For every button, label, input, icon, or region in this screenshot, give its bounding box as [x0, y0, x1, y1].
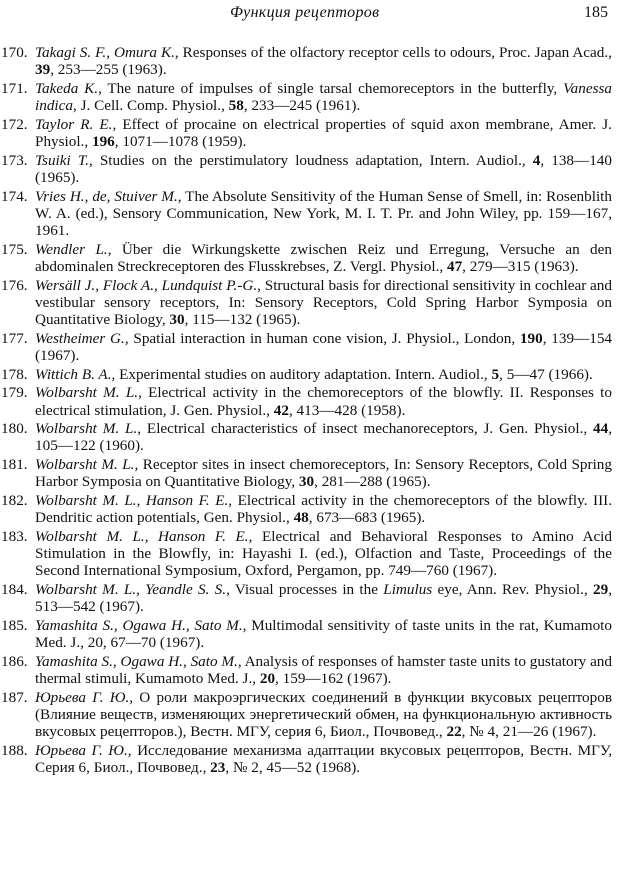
reference-authors: Yamashita S., Ogawa H., Sato M. [35, 617, 243, 634]
reference-text: , 233—245 (1961). [243, 97, 361, 115]
reference-entry [0, 581, 620, 615]
reference-number: 174. [1, 187, 28, 205]
reference-number: 185. [1, 617, 28, 634]
reference-text: , 1071—1078 (1959). [114, 133, 247, 151]
reference-text: , Electrical activity in the chemoreceptors of the blowfly. III. Dendritic action potentials, Gen. Physiol., [35, 492, 612, 527]
reference-number: 182. [1, 492, 28, 510]
running-title: Функция рецепторов [230, 4, 380, 21]
reference-text: , The nature of impulses of single tarsal chemoreceptors in the butterfly, [98, 79, 564, 97]
reference-text: , Visual processes in the [226, 581, 384, 599]
reference-text: , 115—132 (1965). [184, 311, 301, 329]
reference-volume: 47 [446, 257, 463, 275]
reference-entry [0, 116, 620, 150]
reference-number: 172. [1, 115, 28, 133]
reference-entry [0, 80, 620, 114]
reference-entry [0, 384, 620, 418]
reference-volume: 58 [228, 97, 244, 115]
reference-entry [0, 277, 620, 329]
reference-text: , Studies on the perstimulatory loudness adaptation, Intern. Audiol., [88, 151, 533, 169]
reference-text: , Spatial interaction in human cone vision, J. Physiol., London, [124, 329, 520, 347]
reference-authors: Vries H., de, Stuiver M. [35, 187, 178, 205]
reference-authors: Westheimer G. [35, 329, 125, 347]
reference-authors: Takagi S. F., Omura K. [35, 44, 175, 61]
reference-volume: 39 [35, 61, 51, 79]
reference-number: 180. [1, 420, 28, 438]
reference-text: , Experimental studies on auditory adaptation. Intern. Audiol., [111, 365, 492, 383]
reference-text: , 279—315 (1963). [462, 257, 579, 275]
reference-authors: Wersäll J., Flock A., Lundquist P.-G. [35, 276, 258, 294]
reference-volume: 29 [593, 581, 609, 599]
reference-text: , 105—122 (1960). [35, 420, 612, 455]
reference-text: , 138—140 (1965). [35, 151, 612, 186]
reference-volume: 48 [293, 509, 309, 527]
reference-authors: Wolbarsht M. L. [35, 420, 138, 438]
reference-number: 186. [1, 652, 28, 670]
reference-entry [0, 366, 620, 383]
reference-volume: 5 [491, 365, 500, 383]
reference-entry [0, 241, 620, 275]
reference-text: , № 2, 45—52 (1968). [225, 759, 361, 777]
reference-text: , 281—288 (1965). [314, 473, 431, 491]
reference-entry [0, 152, 620, 186]
reference-authors: Tsuiki T. [35, 151, 89, 169]
reference-text: , 139—154 (1967). [35, 329, 612, 364]
reference-entry [0, 528, 620, 580]
reference-text: , Analysis of responses of hamster taste units to gustatory and thermal stimuli, Kumamoto Med. J., [35, 652, 612, 688]
reference-volume: 4 [532, 151, 541, 169]
reference-entry [0, 456, 620, 490]
reference-text: , 513—542 (1967). [35, 581, 612, 616]
reference-number: 183. [1, 527, 28, 545]
reference-volume: 196 [91, 133, 115, 151]
reference-number: 170. [1, 44, 28, 61]
reference-number: 188. [1, 741, 28, 759]
reference-volume: 42 [273, 401, 289, 419]
reference-text: , J. Cell. Comp. Physiol., [72, 97, 229, 115]
reference-entry [0, 330, 620, 364]
reference-authors: Takeda K. [35, 79, 99, 97]
reference-number: 187. [1, 688, 28, 706]
reference-number: 177. [1, 329, 28, 347]
reference-text: , The Absolute Sensitivity of the Human Sense of Smell, in: Rosenblith W. A. (ed.), Sensory Communication, New York, M. I. T. Pr. and John Wiley, pp. 159—167, 1961. [35, 187, 612, 240]
reference-number: 175. [1, 240, 28, 258]
reference-text: , Receptor sites in insect chemoreceptors, In: Sensory Receptors, Cold Spring Harbor Symposia on Quantitative Biology, [35, 456, 612, 491]
reference-number: 178. [1, 365, 28, 383]
reference-authors: Taylor R. E. [35, 115, 113, 133]
reference-volume: 190 [519, 329, 543, 347]
reference-authors: Wolbarsht M. L. [35, 384, 139, 402]
reference-text: , Electrical and Behavioral Responses to Amino Acid Stimulation in the Blowfly, in: Hayashi I. (ed.), Olfaction and Taste, Proceedings of the Second International Symposium, Oxford, Pergamon, pp. 749—760 (1967). [35, 527, 612, 580]
reference-text: , О роли макроэргических соединений в функции вкусовых рецепторов (Влияние веществ, изменяющих энергетический обмен, на функциональную активность вкусовых рецепторов.), Вестн. МГУ, серия 6, Биол., Почвовед., [35, 688, 612, 741]
reference-entry [0, 742, 620, 776]
reference-text: , Electrical activity in the chemoreceptors of the blowfly. II. Responses to electrical stimulation, J. Gen. Physiol., [35, 384, 612, 419]
reference-entry [0, 617, 620, 651]
reference-text: , Structural basis for directional sensitivity in cochlear and vestibular sensory receptors, In: Sensory Receptors, Cold Spring Harbor Symposia on Quantitative Biology, [35, 276, 612, 329]
reference-number: 173. [1, 151, 28, 169]
page-number: 185 [584, 4, 608, 21]
reference-text: , 673—683 (1965). [308, 509, 426, 527]
reference-volume: 20 [259, 670, 276, 688]
reference-text: Limulus [383, 581, 433, 599]
reference-text: , Responses of the olfactory receptor cells to odours, Proc. Japan Acad., [174, 44, 612, 61]
reference-authors: Wendler L. [35, 240, 108, 258]
reference-entry [0, 44, 620, 78]
reference-number: 176. [1, 276, 28, 294]
reference-text: , 5—47 (1966). [499, 365, 593, 383]
reference-text: , Electrical characteristics of insect mechanoreceptors, J. Gen. Physiol., [137, 420, 594, 438]
reference-entry [0, 653, 620, 687]
reference-text: , 413—428 (1958). [288, 401, 406, 419]
reference-entry [0, 188, 620, 240]
reference-number: 181. [1, 456, 28, 474]
reference-number: 184. [1, 581, 28, 599]
reference-text: , Über die Wirkungskette zwischen Reiz und Erregung, Versuche an den abdominalen Streckreceptoren des Flusskrebses, Z. Vergl. Physiol., [35, 240, 612, 275]
reference-text: Vanessa indica [35, 79, 612, 115]
reference-number: 171. [1, 79, 28, 97]
reference-authors: Wittich B. A. [35, 365, 112, 383]
reference-authors: Wolbarsht M. L. [35, 456, 135, 474]
reference-volume: 30 [169, 311, 185, 329]
reference-entry [0, 689, 620, 741]
reference-number: 179. [1, 384, 28, 402]
reference-text: , Effect of procaine on electrical properties of squid axon membrane, Amer. J. Physiol., [35, 115, 612, 151]
reference-authors: Yamashita S., Ogawa H., Sato M. [35, 652, 238, 670]
reference-volume: 22 [446, 723, 462, 741]
reference-text: , № 4, 21—26 (1967). [461, 723, 597, 741]
reference-text: , 253—255 (1963). [50, 61, 167, 79]
reference-authors: Wolbarsht M. L., Hanson F. E. [35, 492, 229, 510]
reference-entry [0, 492, 620, 526]
page-header [0, 2, 620, 24]
reference-text: , Исследование механизма адаптации вкусовых рецепторов, Вестн. МГУ, Серия 6, Биол., Почвовед., [35, 741, 612, 777]
reference-volume: 23 [210, 759, 226, 777]
reference-text: , 159—162 (1967). [275, 670, 392, 688]
reference-volume: 44 [593, 420, 609, 438]
reference-entry [0, 420, 620, 454]
reference-authors: Wolbarsht M. L., Hanson F. E. [35, 527, 249, 545]
reference-text: , Multimodal sensitivity of taste units in the rat, Kumamoto Med. J., 20, 67—70 (1967). [35, 617, 612, 652]
reference-text: eye, Ann. Rev. Physiol., [432, 581, 594, 599]
reference-list [0, 44, 620, 778]
reference-authors: Wolbarsht M. L., Yeandle S. S. [35, 581, 227, 599]
reference-volume: 30 [298, 473, 315, 491]
reference-authors: Юрьева Г. Ю. [35, 688, 130, 706]
reference-authors: Юрьева Г. Ю. [35, 741, 128, 759]
